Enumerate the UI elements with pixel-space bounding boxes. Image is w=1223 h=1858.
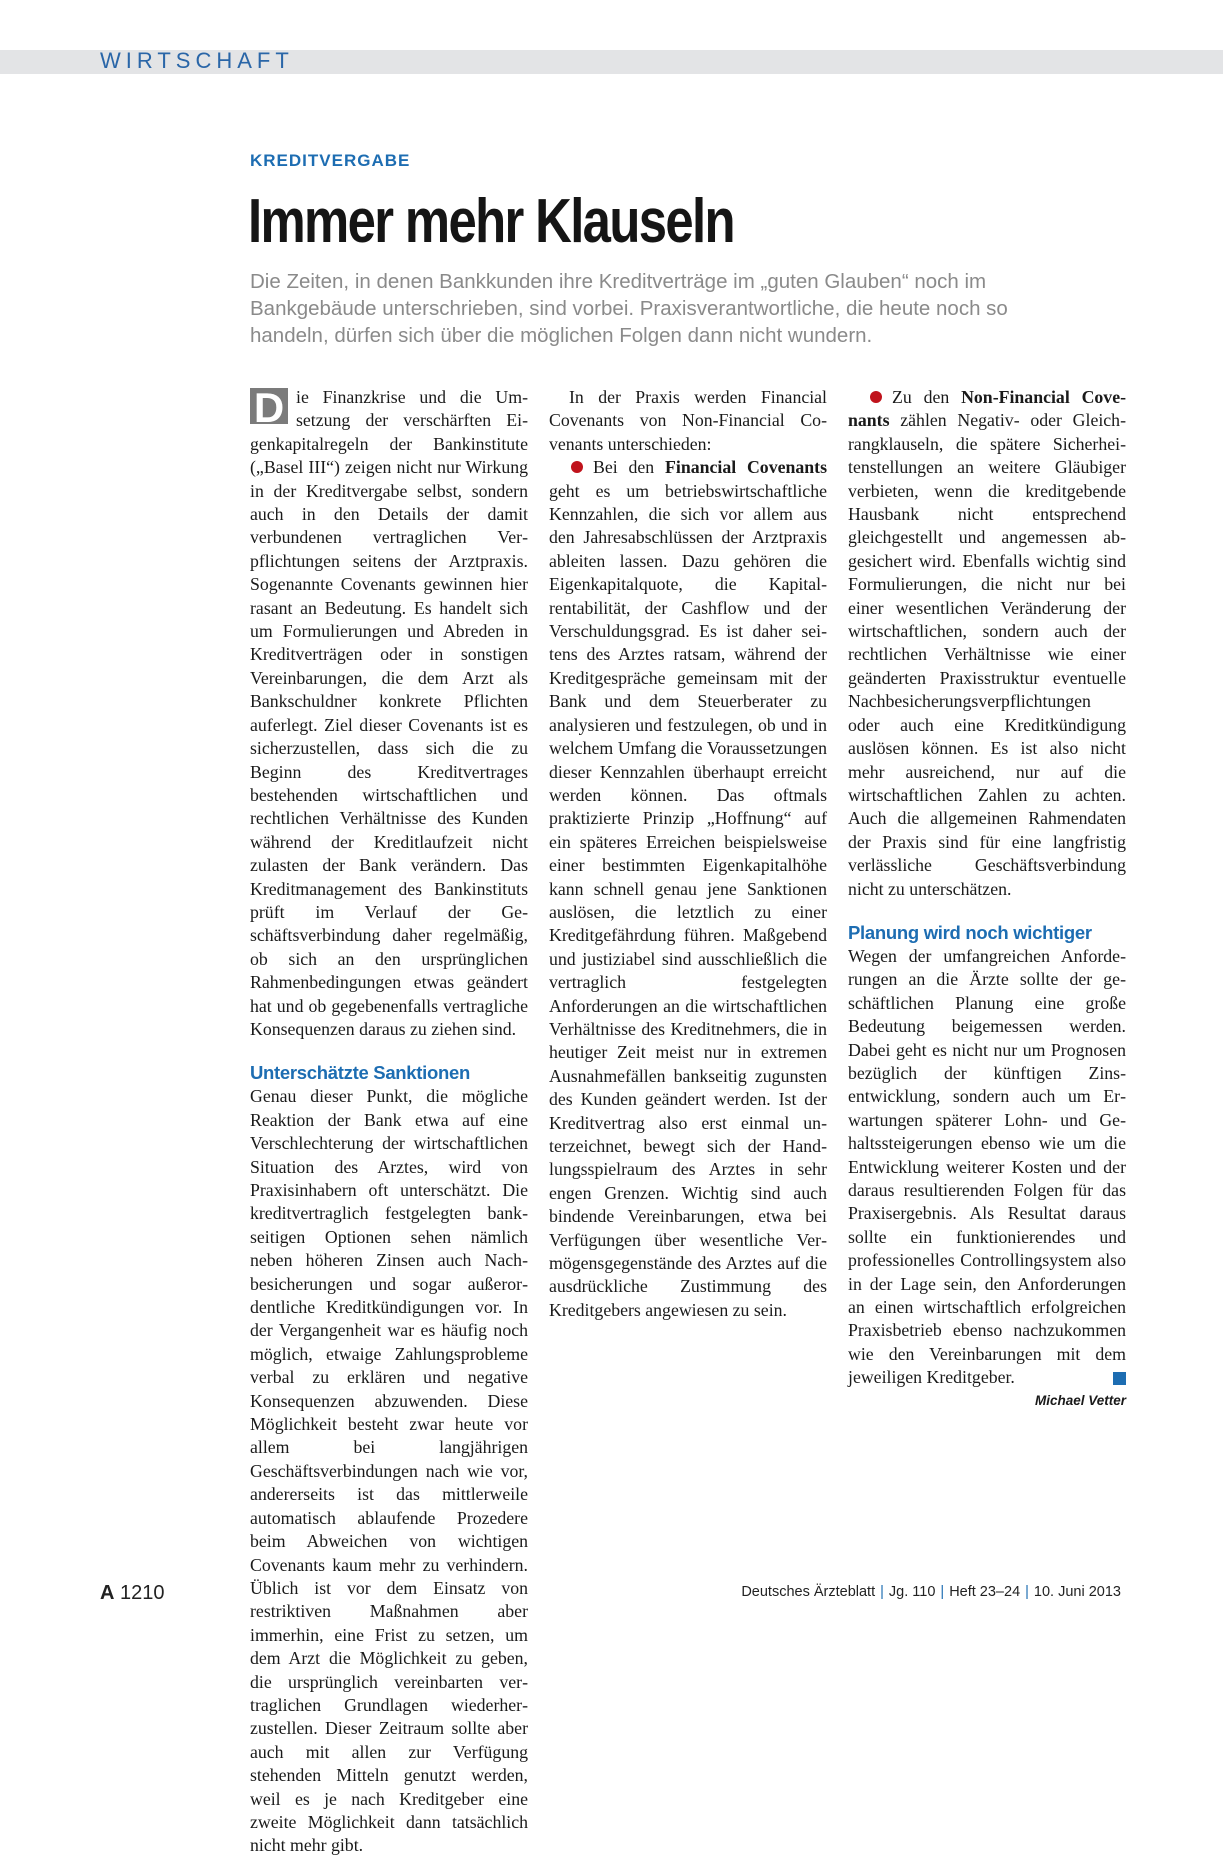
bullet-non-financial-covenants — [848, 386, 1126, 901]
footer-separator: | — [1025, 1584, 1029, 1600]
bullet-intro: Bei den — [593, 457, 655, 478]
journal-volume: Jg. 110 — [888, 1584, 936, 1600]
bullet-term: Financial Covenants — [665, 457, 827, 478]
article-lead: Die Zeiten, in denen Bankkunden ihre Kreditverträge im „guten Glauben“ noch im Bankgebäude unterschrieben, sind vorbei. Praxisverantwortliche, die heute noch so handeln, dürfen sich über die möglichen Folgen dann nicht wundern. — [250, 270, 1008, 347]
journal-name: Deutsches Ärzteblatt — [741, 1584, 876, 1600]
bullet-text: geht es um betriebswirtschaftliche Kennzahlen, die sich vor allem aus den Jahresabschlüssen der Arztpraxis ableiten lassen. Dazu gehören die Eigenkapitalquote, die Kapitalrentabilität, der Cashflow und der Verschuldungsgrad. Es ist daher seitens des Arztes ratsam, während der Kreditgespräche gemeinsam mit der Bank und dem Steuerberater zu analysieren und festzulegen, ob und in welchem Umfang die Voraussetzungen dieser Kennzahlen überhaupt erreicht werden können. Das oftmals praktizierte Prinzip „Hoffnung“ auf ein späteres Erreichen beispielsweise einer bestimmten Eigenkapitalhöhe kann schnell genau jene Sanktionen auslösen, die letztlich zu einer Kreditgefährdung führen. Maßgebend und justiziabel sind ausschließlich die vertraglich festgelegten Anforderungen an die wirtschaftlichen Verhältnisse des Kreditnehmers, die in heutiger Zeit meist nur in extremen Ausnahmefällen bankseitig zugunsten des Kunden geändert werden. Ist der Kreditvertrag also erst einmal unterzeichnet, bewegt sich der Handlungsspielraum des Arztes in sehr engen Grenzen. Wichtig sind auch bindende Vereinbarungen, etwa bei Verfügungen über wesentliche Vermögensgegenstände des Arztes auf die ausdrückliche Zustimmung des Kreditgebers angewiesen zu sein. — [549, 480, 827, 1320]
paragraph-planung-text: Wegen der umfangreichen Anforderungen an die Ärzte sollte der geschäftlichen Planung eine große Bedeutung beigemessen werden. Dabei geht es nicht nur um Prognosen bezüglich der künftigen Zinsentwicklung, sondern auch um Erwartungen späterer Lohn- und Gehaltssteigerungen ebenso wie um die Entwicklung weiterer Kosten und der daraus resultierenden Folgen für das Praxisergebnis. Als Resultat daraus sollte ein funktionierendes und professionelles Controllingsystem also in der Lage sein, den Anforderungen an einen wirtschaftlich erfolgreichen Praxisbetrieb ebenso nachzukommen wie den Vereinbarungen mit dem jeweiligen Kreditgeber. — [848, 945, 1126, 1388]
end-of-article-square-icon — [1113, 1372, 1126, 1385]
bullet-term: Non-Financial Covenants — [848, 387, 1127, 431]
page-number — [100, 1582, 165, 1605]
article-column-1 — [250, 386, 528, 1858]
paragraph-planung — [848, 945, 1126, 1390]
subheading-sanktionen: Unterschätzte Sanktionen — [250, 1062, 470, 1084]
paragraph-intro: ie Finanzkrise und die Umsetzung der verschärften Eigenkapitalregeln der Bankinstitute („Basel III“) zeigen nicht nur Wirkung in der Kreditvergabe selbst, sondern auch in den Details der damit verbundenen vertraglichen Verpflichtungen seitens der Arztpraxis. Sogenannte Covenants gewinnen hier rasant an Bedeutung. Es handelt sich um Formulierungen und Abreden in Kreditverträgen oder in sonstigen Vereinbarungen, die dem Arzt als Bankschuldner konkrete Pflichten auferlegt. Ziel dieser Covenants ist es sicherzustellen, dass sich die zu Beginn des Kreditvertrages bestehenden wirtschaftlichen und rechtlichen Verhältnisse des Kunden während der Kreditlaufzeit nicht zulasten der Bank verändern. Das Kreditmanagement des Bankinstituts prüft im Verlauf der Geschäftsverbindung daher regelmäßig, ob sich an den ursprünglichen Rahmenbedingungen etwas geändert hat und ob gegebenenfalls vertragliche Konsequenzen daraus zu ziehen sind. — [250, 387, 528, 1039]
article-kicker: KREDITVERGABE — [250, 151, 411, 170]
article-column-3 — [848, 386, 1126, 1410]
footer-separator: | — [940, 1584, 945, 1600]
bullet-intro: Zu den — [892, 387, 950, 407]
journal-date: 10. Juni 2013 — [1033, 1584, 1121, 1600]
page-prefix: A — [100, 1582, 115, 1604]
bullet-icon — [870, 391, 882, 403]
dropcap: D — [250, 388, 288, 424]
section-label: WIRTSCHAFT — [100, 48, 294, 73]
bullet-text: zählen Negativ- oder Gleichrangklauseln, die spätere Sicherheitenstellungen an weitere Gläubiger verbieten, wenn die kreditgebende Hausbank nicht entsprechend gleichgestellt und angemessen abgesichert wird. Ebenfalls wichtig sind Formulierungen, die nicht nur bei einer wesentlichen Veränderung der wirtschaftlichen, sondern auch der rechtlichen Verhältnisse wie einer geänderten Praxisstruktur eventuelle Nachbesicherungsverpflichtungen oder auch eine Kreditkündigung auslösen können. Es ist also nicht mehr ausreichend, nur auf die wirtschaftlichen Zahlen zu achten. Auch die allgemeinen Rahmendaten der Praxis sind für eine langfristig verlässliche Geschäftsverbindung nicht zu unterschätzen. — [848, 410, 1126, 899]
bullet-icon — [571, 461, 583, 473]
publication-footer — [741, 1584, 1121, 1600]
footer-separator: | — [880, 1584, 884, 1600]
paragraph-covenant-types: In der Praxis werden Financial Covenants von Non-Financial Covenants unterschieden: — [549, 387, 827, 454]
page-number-value: 1210 — [120, 1582, 165, 1604]
journal-issue: Heft 23–24 — [949, 1584, 1021, 1600]
paragraph-sanktionen: Genau dieser Punkt, die mögliche Reaktion der Bank etwa auf eine Verschlechterung der wirtschaftlichen Situation des Arztes, wird von Praxisinhabern oft unterschätzt. Die kreditvertraglich festgelegten bankseitigen Optionen sehen nämlich neben höheren Zinsen auch Nachbesicherungen und sogar außerordentliche Kreditkündigungen vor. In der Vergangenheit war es häufig noch möglich, etwaige Zahlungsprobleme verbal zu erklären und negative Konsequenzen abzuwenden. Diese Möglichkeit besteht zwar heute vor allem bei langjährigen Geschäftsverbindungen nach wie vor, andererseits ist das mittlerweile automatisch ablaufende Prozedere beim Abweichen von wichtigen Covenants kaum mehr zu verhindern. Üblich ist vor dem Einsatz von restriktiven Maßnahmen aber immerhin, eine Frist zu setzen, um dem Arzt die Möglichkeit zu geben, die ursprünglich vereinbarten vertraglichen Grundlagen wiederherzustellen. Dieser Zeitraum sollte aber auch mit allen zur Verfügung stehenden Mitteln genutzt werden, weil es je nach Kreditgeber eine zweite Möglichkeit dann tatsächlich nicht mehr gibt. — [250, 1086, 528, 1856]
subheading-planung: Planung wird noch wichtiger — [848, 921, 1092, 943]
bullet-financial-covenants — [549, 456, 827, 1322]
article-title: Immer mehr Klauseln — [248, 187, 734, 256]
article-author: Michael Vetter — [1034, 1392, 1126, 1408]
article-column-2 — [549, 386, 827, 1322]
